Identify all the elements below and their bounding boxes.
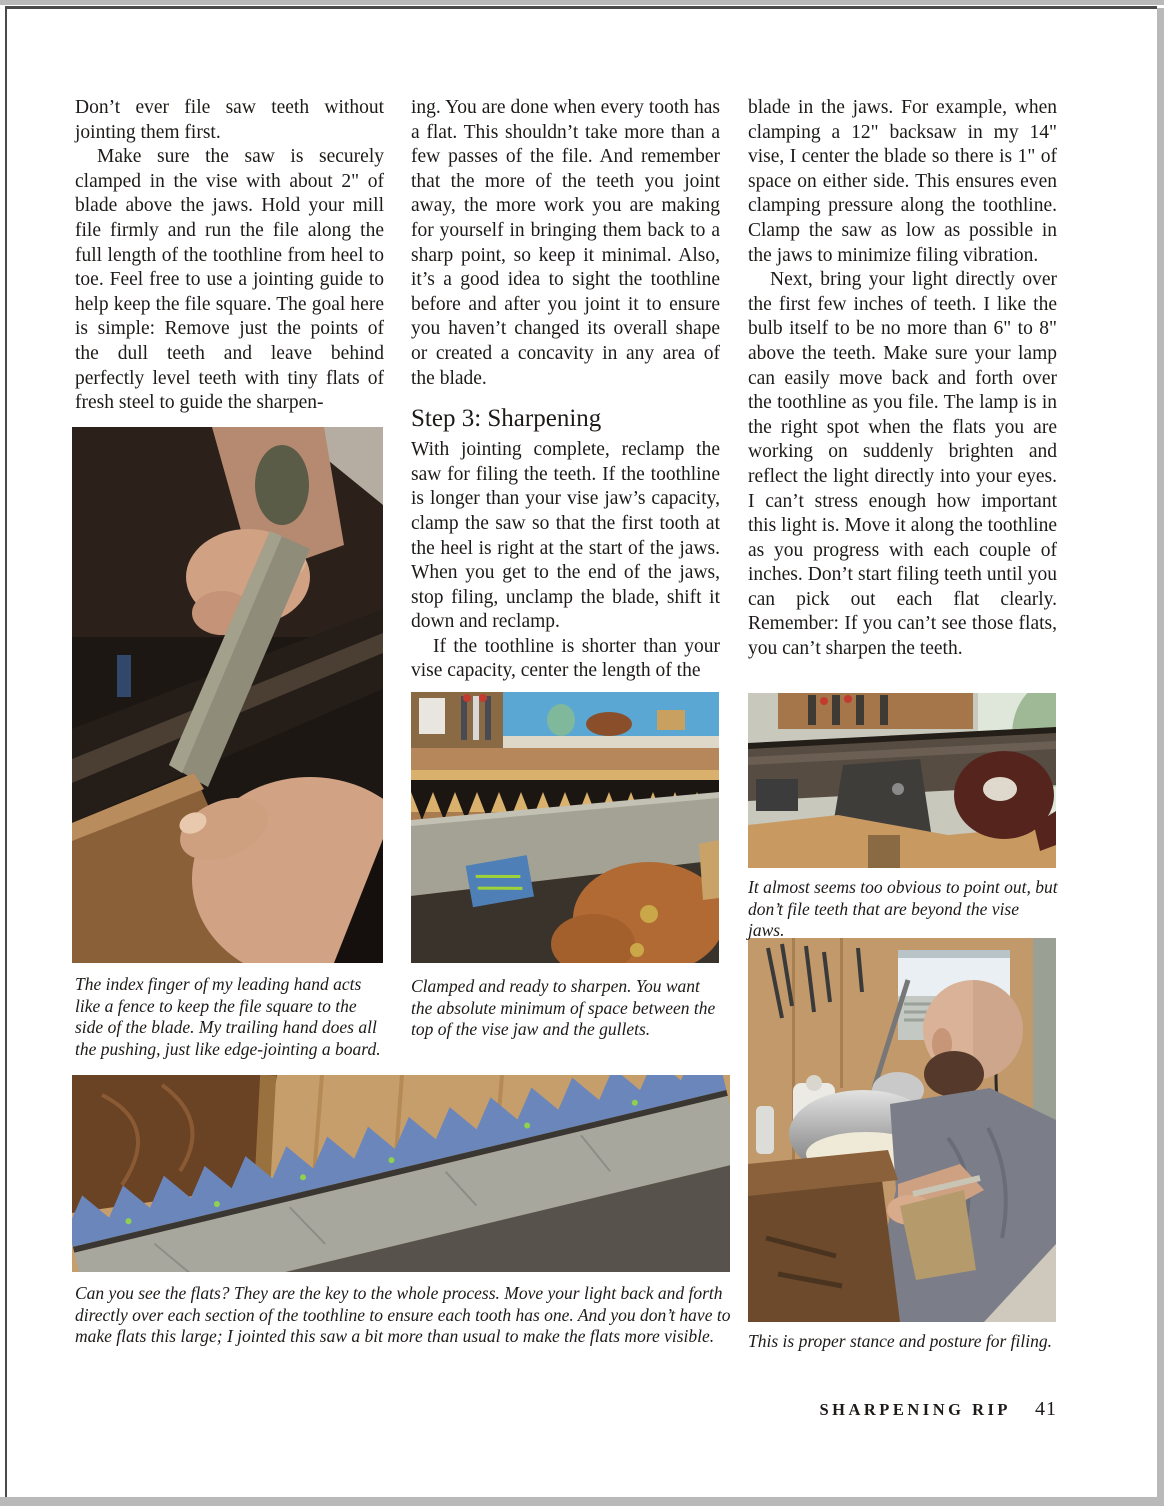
text-column-1: [75, 96, 384, 416]
text-column-2: [411, 96, 720, 684]
photo-toothline-flats-art: [72, 1075, 730, 1272]
photo-filing-hands: [72, 427, 383, 963]
body-paragraph: blade in the jaws. For example, when clamping a 12" backsaw in my 14" vise, I center the blade so there is 1" of space on either side. This ensures even clamping pressure along the toothline. Clamp the saw as low as possible in the jaws to minimize filing vibration.: [748, 97, 1057, 266]
photo-toothline-flats: [72, 1075, 730, 1272]
photo-saw-in-vise-art: [748, 693, 1056, 868]
caption-toothline-flats: Can you see the flats? They are the key to the whole process. Move your light back and forth directly over each section of the toothline to ensure each tooth has one. And you don’t have to make flats this large; I jointed this saw a bit more than usual to make the flats more visible.: [75, 1283, 731, 1346]
photo-clamped-saw: [411, 692, 719, 963]
photo-clamped-saw-art: [411, 692, 719, 963]
footer-page-number: 41: [1035, 1398, 1057, 1420]
photo-saw-in-vise: [748, 693, 1056, 868]
footer-section-label: SHARPENING RIP: [819, 1400, 1011, 1419]
caption-filing-hands: The index finger of my leading hand acts like a fence to keep the file square to the side of the blade. My trailing hand does all the pushing, just like edge-jointing a board.: [75, 974, 381, 1059]
body-paragraph: If the toothline is shorter than your vise capacity, center the length of the: [411, 635, 720, 682]
photo-filing-hands-art: [72, 427, 383, 963]
caption-vise-jaws: It almost seems too obvious to point out, but don’t file teeth that are beyond the vise jaws.: [748, 877, 1058, 940]
scan-edge-bottom: [0, 1497, 1164, 1506]
body-paragraph: ing. You are done when every tooth has a flat. This shouldn’t take more than a few passes of the file. And remember that the more of the teeth you joint away, the more work you are making for yourself in bringing them back to a sharp point, so keep it minimal. Also, it’s a good idea to sight the toothline before and after you joint it to ensure you haven’t changed its overall shape or created a concavity in any area of the blade.: [411, 97, 720, 389]
caption-filing-stance: This is proper stance and posture for filing.: [748, 1331, 1052, 1351]
section-heading: Step 3: Sharpening: [411, 405, 602, 433]
body-paragraph: With jointing complete, reclamp the saw for filing the teeth. If the toothline is longer than your vise jaw’s capacity, clamp the saw so that the first tooth at the heel is right at the start of the jaws. When you get to the end of the jaws, stop filing, unclamp the blade, shift it down and reclamp.: [411, 439, 720, 633]
photo-filing-stance: [748, 938, 1056, 1322]
page-border-top: [5, 6, 1157, 9]
body-paragraph: Next, bring your light directly over the first few inches of teeth. I like the bulb itself to be no more than 6" to 8" above the teeth. Make sure your lamp can easily move back and forth over the toothline as you file. The lamp is in the right spot when the flats you are working on suddenly brighten and reflect the light directly into your eyes. I can’t stress enough how important this light is. Move it along the toothline as you progress with each couple of inches. Don’t start filing teeth until you can pick out each flat clearly. Remember: If you can’t see those flats, you can’t sharpen the teeth.: [748, 269, 1057, 660]
photo-filing-stance-art: [748, 938, 1056, 1322]
caption-clamped-saw: Clamped and ready to sharpen. You want the absolute minimum of space between the top of the vise jaw and the gullets.: [411, 976, 716, 1039]
page-border-left: [5, 6, 7, 1497]
body-paragraph: Make sure the saw is securely clamped in the vise with about 2" of blade above the jaws. Hold your mill file firmly and run the file along the full length of the toothline from heel to toe. Feel free to use a jointing guide to help keep the file square. The goal here is simple: Remove just the points of the dull teeth and leave behind perfectly level teeth with tiny flats of fresh steel to guide the sharpen-: [75, 146, 384, 414]
scan-edge-top: [0, 0, 1164, 5]
body-paragraph: Don’t ever file saw teeth without jointing them first.: [75, 97, 384, 143]
page-footer: [748, 1398, 1057, 1421]
text-column-3: [748, 96, 1057, 662]
scan-edge-right: [1157, 8, 1164, 1506]
